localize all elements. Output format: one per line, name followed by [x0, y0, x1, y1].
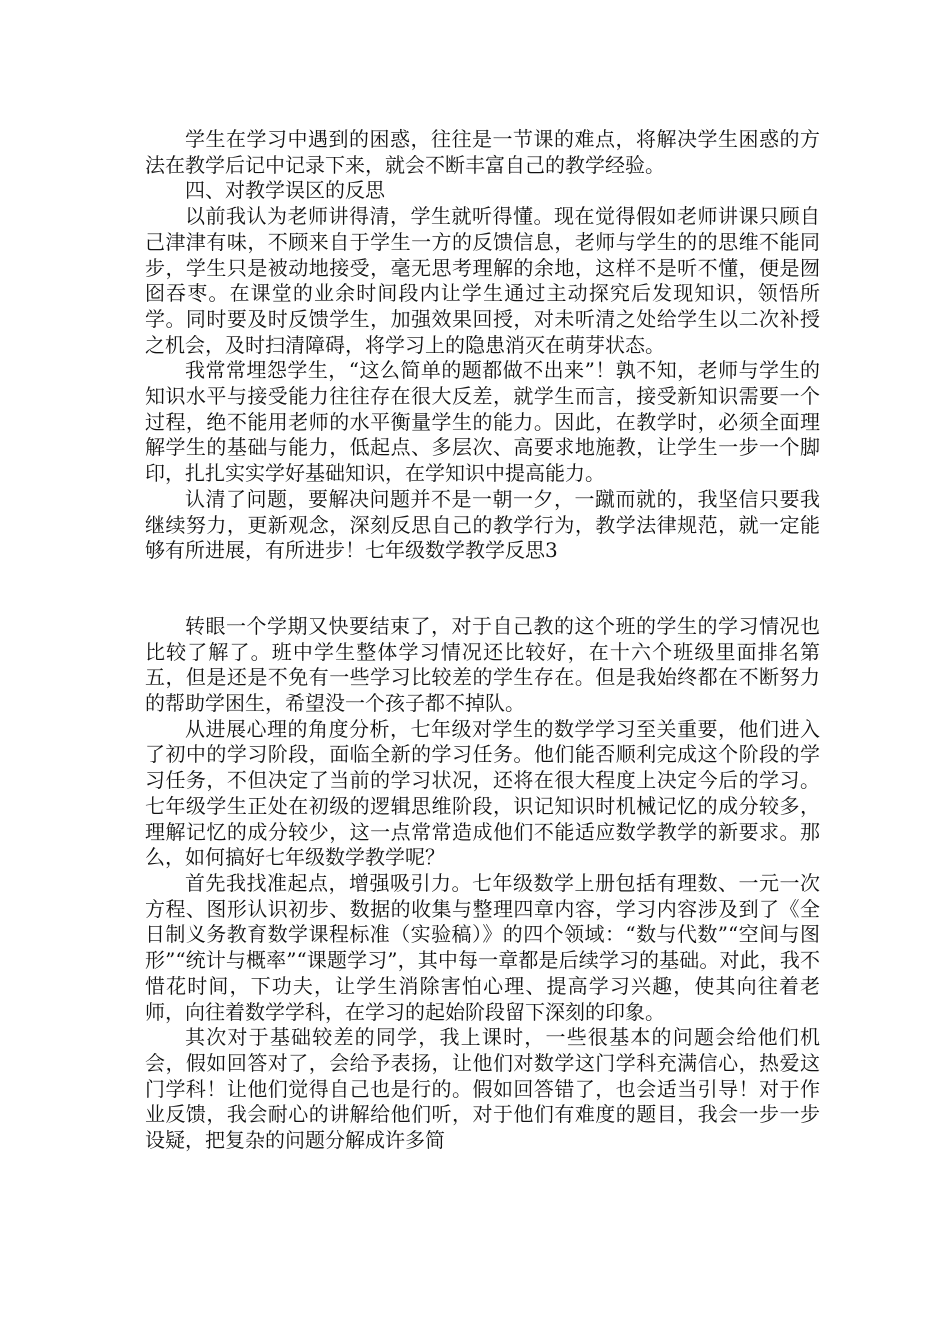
paragraph-clear-explanation: 以前我认为老师讲得清，学生就听得懂。现在觉得假如老师讲课只顾自己津津有味，不顾来自于学生一方的反馈信息，老师与学生的的思维不能同步，学生只是被动地接受，毫无思考理解的余地，这样不是听不懂，便是囫囵吞枣。在课堂的业余时间段内让学生通过主动探究后发现知识，领悟所学。同时要及时反馈学生，加强效果回授，对未听清之处给学生以二次补授之机会，及时扫清障碍，将学习上的隐患消灭在萌芽状态。: [145, 204, 820, 357]
section-gap: [145, 564, 820, 614]
document-page: [145, 127, 820, 1154]
paragraph-weak-students: 其次对于基础较差的同学，我上课时，一些很基本的问题会给他们机会，假如回答对了，会给予表扬，让他们对数学这门学科充满信心，热爱这门学科！让他们觉得自己也是行的。假如回答错了，也会适当引导！对于作业反馈，我会耐心的讲解给他们听，对于他们有难度的题目，我会一步一步设疑，把复杂的问题分解成许多简: [145, 1025, 820, 1153]
paragraph-teaching-notes: 学生在学习中遇到的困惑，往往是一节课的难点，将解决学生困惑的方法在教学后记中记录下来，就会不断丰富自己的教学经验。: [145, 127, 820, 177]
paragraph-complaining-students: 我常常埋怨学生，“这么简单的题都做不出来”！孰不知，老师与学生的知识水平与接受能力往往存在很大反差，就学生而言，接受新知识需要一个过程，绝不能用老师的水平衡量学生的能力。因此，在教学时，必须全面理解学生的基础与能力，低起点、多层次、高要求地施教，让学生一步一个脚印，扎扎实实学好基础知识，在学知识中提高能力。: [145, 358, 820, 486]
paragraph-psychology-analysis: 从进展心理的角度分析，七年级对学生的数学学习至关重要，他们进入了初中的学习阶段，面临全新的学习任务。他们能否顺利完成这个阶段的学习任务，不但决定了当前的学习状况，还将在很大程度上决定今后的学习。七年级学生正处在初级的逻辑思维阶段，识记知识时机械记忆的成分较多，理解记忆的成分较少，这一点常常造成他们不能适应数学教学的新要求。那么，如何搞好七年级数学教学呢？: [145, 716, 820, 870]
section-heading-misconceptions: 四、对教学误区的反思: [185, 178, 385, 203]
paragraph-starting-point: 首先我找准起点，增强吸引力。七年级数学上册包括有理数、一元一次方程、图形认识初步、数据的收集与整理四章内容，学习内容涉及到了《全日制义务教育数学课程标准（实验稿）》的四个领域：“数与代数”“空间与图形”“统计与概率”“课题学习”，其中每一章都是后续学习的基础。对此，我不惜花时间，下功夫，让学生消除害怕心理、提高学习兴趣，使其向往着老师，向往着数学学科，在学习的起始阶段留下深刻的印象。: [145, 870, 820, 1024]
paragraph-recognize-problems: 认清了问题，要解决问题并不是一朝一夕，一蹴而就的，我坚信只要我继续努力，更新观念，深刻反思自己的教学行为，教学法律规范，就一定能够有所进展，有所进步！七年级数学教学反思3: [145, 486, 820, 563]
paragraph-semester-end: 转眼一个学期又快要结束了，对于自己教的这个班的学生的学习情况也比较了解了。班中学生整体学习情况还比较好，在十六个班级里面排名第五，但是还是不免有一些学习比较差的学生存在。但是我始终都在不断努力的帮助学困生，希望没一个孩子都不掉队。: [145, 613, 820, 716]
